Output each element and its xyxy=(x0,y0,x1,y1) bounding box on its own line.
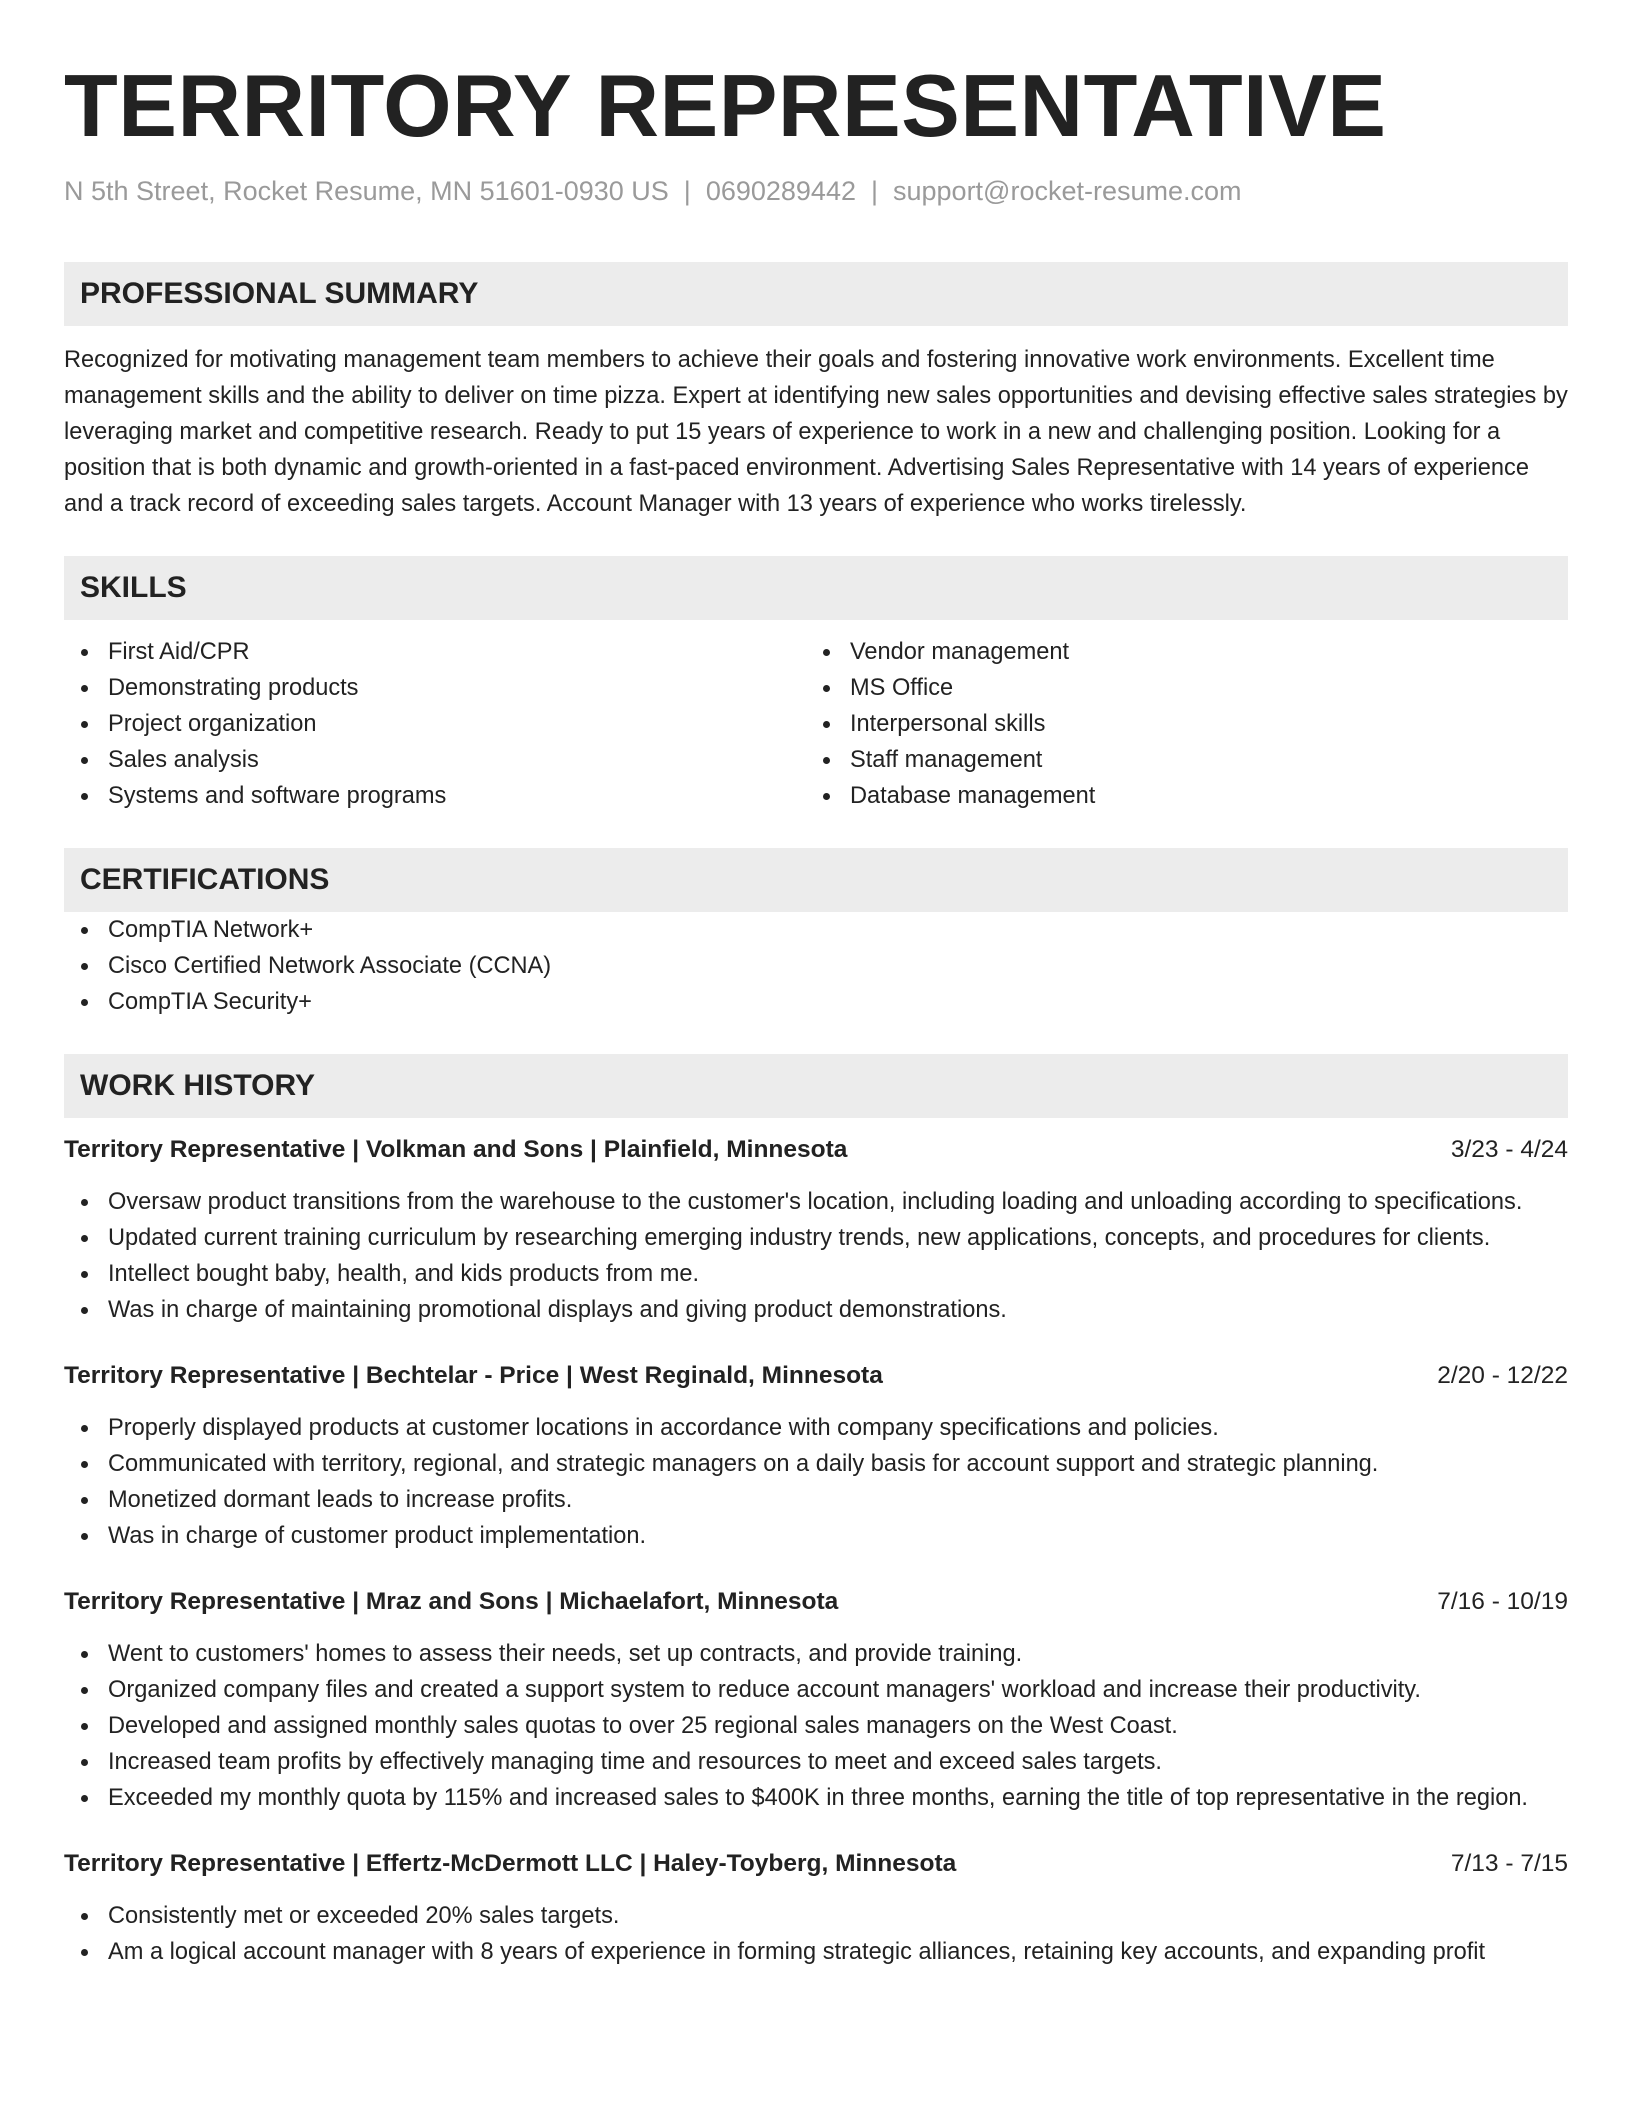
certifications-list xyxy=(64,912,1568,1020)
skills-column-right xyxy=(806,634,1548,814)
job-bullet: Am a logical account manager with 8 years of experience in forming strategic alliances, retaining key accounts, and expanding profit xyxy=(64,1934,1568,1970)
job-entry xyxy=(64,1358,1568,1554)
job-bullet: Updated current training curriculum by researching emerging industry trends, new applications, concepts, and procedures for clients. xyxy=(64,1220,1568,1256)
skill-item: First Aid/CPR xyxy=(64,634,806,670)
skills-heading: SKILLS xyxy=(64,556,1568,620)
skills-list-right xyxy=(806,634,1548,814)
contact-separator: | xyxy=(870,176,878,206)
job-bullet: Went to customers' homes to assess their needs, set up contracts, and provide training. xyxy=(64,1636,1568,1672)
resume-name: TERRITORY REPRESENTATIVE xyxy=(64,56,1387,155)
job-header xyxy=(64,1846,1568,1882)
skill-item: Systems and software programs xyxy=(64,778,806,814)
job-bullets xyxy=(64,1898,1568,1970)
summary-heading: PROFESSIONAL SUMMARY xyxy=(64,262,1568,326)
job-bullet: Was in charge of maintaining promotional displays and giving product demonstrations. xyxy=(64,1292,1568,1328)
job-bullet: Organized company files and created a support system to reduce account managers' workload and increase their productivity. xyxy=(64,1672,1568,1708)
contact-separator: | xyxy=(683,176,691,206)
skill-item: Vendor management xyxy=(806,634,1548,670)
job-bullets xyxy=(64,1410,1568,1554)
job-entry xyxy=(64,1132,1568,1328)
job-header xyxy=(64,1132,1568,1168)
job-title: Territory Representative | Effertz-McDermott LLC | Haley-Toyberg, Minnesota xyxy=(64,1850,957,1877)
certification-item: Cisco Certified Network Associate (CCNA) xyxy=(64,948,1568,984)
job-entry xyxy=(64,1584,1568,1816)
job-bullet: Oversaw product transitions from the warehouse to the customer's location, including loading and unloading according to specifications. xyxy=(64,1184,1568,1220)
job-bullet: Communicated with territory, regional, and strategic managers on a daily basis for account support and strategic planning. xyxy=(64,1446,1568,1482)
job-entry xyxy=(64,1846,1568,1970)
job-bullets xyxy=(64,1184,1568,1328)
job-bullet: Intellect bought baby, health, and kids products from me. xyxy=(64,1256,1568,1292)
job-bullet: Monetized dormant leads to increase profits. xyxy=(64,1482,1568,1518)
skill-item: Interpersonal skills xyxy=(806,706,1548,742)
skill-item: Database management xyxy=(806,778,1548,814)
job-bullet: Exceeded my monthly quota by 115% and increased sales to $400K in three months, earning the title of top representative in the region. xyxy=(64,1780,1568,1816)
contact-email[interactable]: support@rocket-resume.com xyxy=(893,176,1242,206)
skill-item: Staff management xyxy=(806,742,1548,778)
skill-item: Demonstrating products xyxy=(64,670,806,706)
skills-list-left xyxy=(64,634,806,814)
skill-item: MS Office xyxy=(806,670,1548,706)
job-bullet: Increased team profits by effectively managing time and resources to meet and exceed sales targets. xyxy=(64,1744,1568,1780)
job-bullets xyxy=(64,1636,1568,1816)
skill-item: Project organization xyxy=(64,706,806,742)
job-bullet: Consistently met or exceeded 20% sales targets. xyxy=(64,1898,1568,1934)
job-title: Territory Representative | Volkman and Sons | Plainfield, Minnesota xyxy=(64,1136,848,1163)
contact-address: N 5th Street, Rocket Resume, MN 51601-0930 US xyxy=(64,176,669,206)
skill-item: Sales analysis xyxy=(64,742,806,778)
job-bullet: Properly displayed products at customer locations in accordance with company specifications and policies. xyxy=(64,1410,1568,1446)
summary-text: Recognized for motivating management team members to achieve their goals and fostering innovative work environments. Excellent time management skills and the ability to deliver on time pizza. Expert at identifying new sales opportunities and devising effective sales strategies by leveraging market and competitive research. Ready to put 15 years of experience to work in a new and challenging position. Looking for a position that is both dynamic and growth-oriented in a fast-paced environment. Advertising Sales Representative with 14 years of experience and a track record of exceeding sales targets. Account Manager with 13 years of experience who works tirelessly. xyxy=(64,347,1568,517)
work-history-heading: WORK HISTORY xyxy=(64,1054,1568,1118)
job-title: Territory Representative | Mraz and Sons | Michaelafort, Minnesota xyxy=(64,1588,839,1615)
certification-item: CompTIA Security+ xyxy=(64,984,1568,1020)
job-header xyxy=(64,1358,1568,1394)
job-dates: 3/23 - 4/24 xyxy=(1450,1136,1568,1163)
skills-column-left xyxy=(64,634,806,814)
job-title: Territory Representative | Bechtelar - Price | West Reginald, Minnesota xyxy=(64,1362,883,1389)
certification-item: CompTIA Network+ xyxy=(64,912,1568,948)
job-bullet: Was in charge of customer product implementation. xyxy=(64,1518,1568,1554)
resume-page xyxy=(64,0,1568,1970)
contact-line xyxy=(64,174,1568,208)
job-dates: 7/16 - 10/19 xyxy=(1437,1588,1568,1615)
job-header xyxy=(64,1584,1568,1620)
contact-phone: 0690289442 xyxy=(705,176,856,206)
certifications-heading: CERTIFICATIONS xyxy=(64,848,1568,912)
job-dates: 2/20 - 12/22 xyxy=(1437,1362,1568,1389)
job-bullet: Developed and assigned monthly sales quotas to over 25 regional sales managers on the West Coast. xyxy=(64,1708,1568,1744)
skills-grid xyxy=(64,634,1568,814)
job-dates: 7/13 - 7/15 xyxy=(1450,1850,1568,1877)
